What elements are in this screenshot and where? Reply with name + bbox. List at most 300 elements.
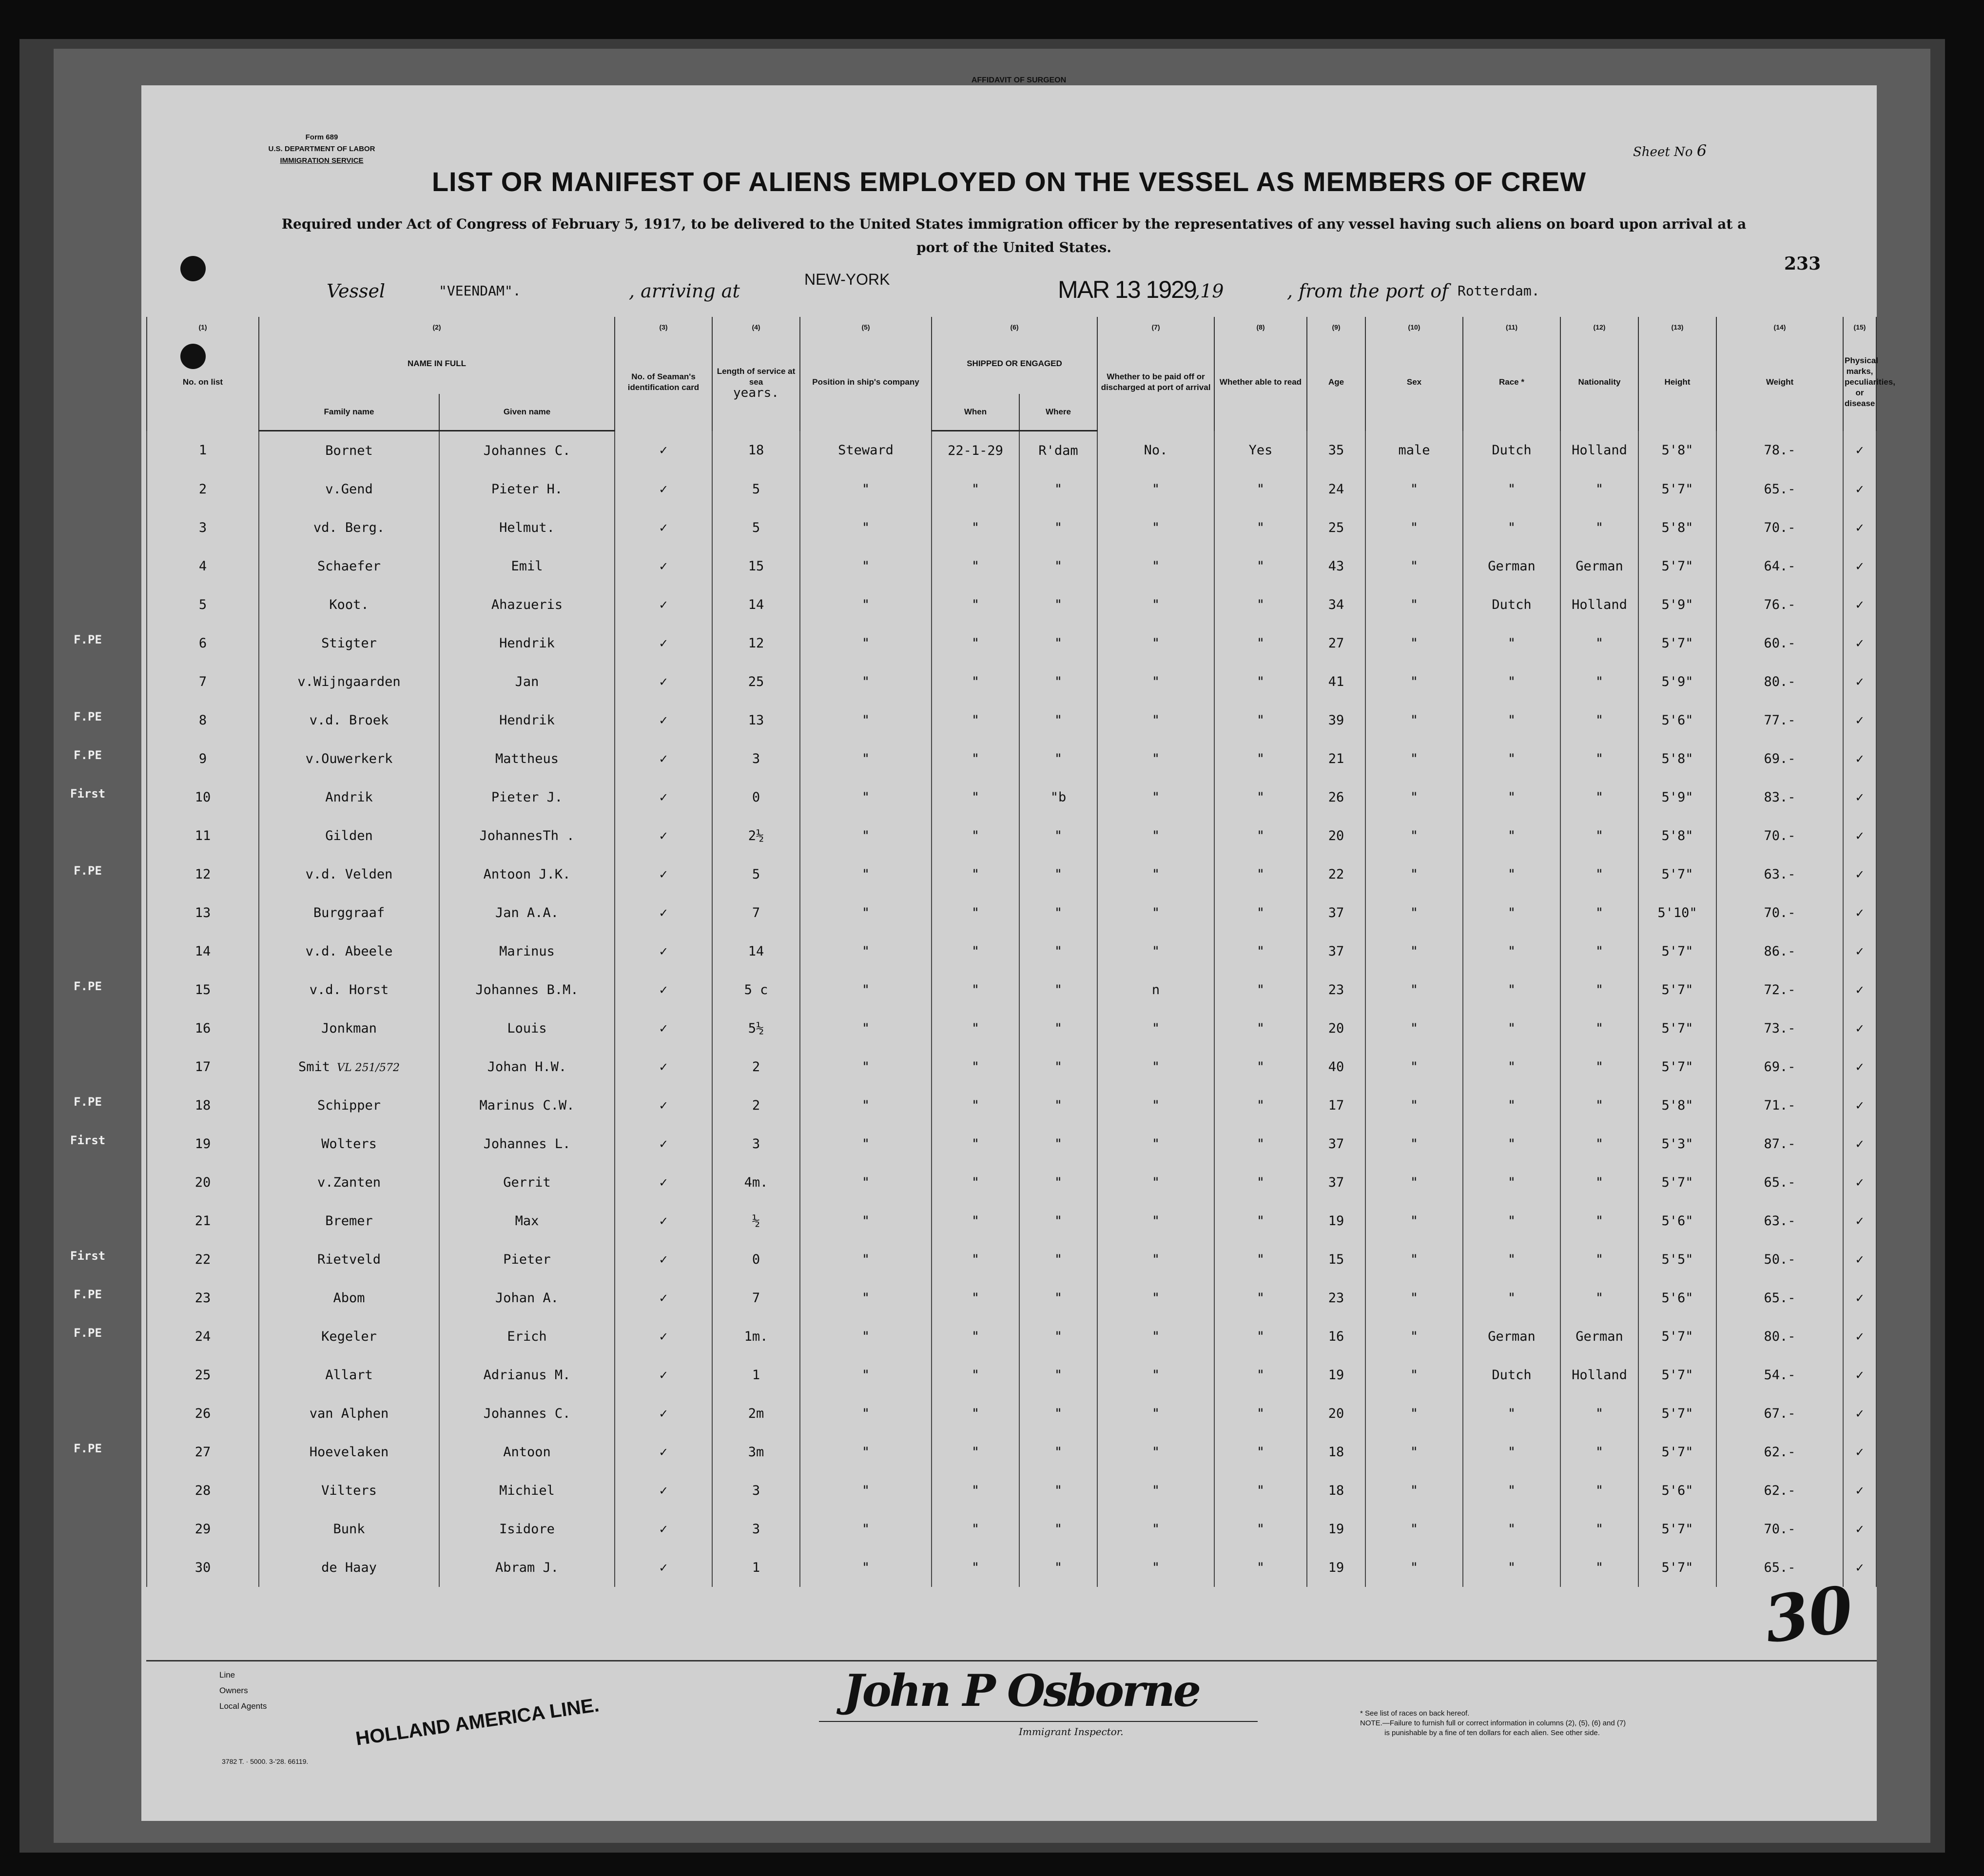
weight: 80.-	[1716, 1317, 1843, 1356]
table-row	[147, 1356, 1876, 1394]
paid-off: "	[1097, 470, 1214, 508]
age: 37	[1307, 932, 1365, 971]
race: "	[1463, 1240, 1560, 1279]
ship-position: "	[800, 586, 932, 624]
family-name: Schaefer	[259, 547, 439, 586]
given-name: Gerrit	[439, 1163, 615, 1202]
col-num: (4)	[712, 317, 800, 333]
engaged-where: "	[1019, 740, 1097, 778]
age: 25	[1307, 508, 1365, 547]
engaged-where: "	[1019, 932, 1097, 971]
height: 5'7"	[1638, 1317, 1716, 1356]
weight: 65.-	[1716, 1279, 1843, 1317]
age: 19	[1307, 1510, 1365, 1548]
family-name: Vilters	[259, 1471, 439, 1510]
able-to-read: "	[1214, 1279, 1307, 1317]
seaman-card-check: ✓	[615, 855, 712, 894]
physical-check: ✓	[1843, 663, 1876, 701]
sex: "	[1365, 1471, 1463, 1510]
note-fine-cont: is punishable by a fine of ten dollars for each alien. See other side.	[1384, 1729, 1600, 1737]
age: 19	[1307, 1202, 1365, 1240]
height: 5'10"	[1638, 894, 1716, 932]
engaged-when: "	[932, 1009, 1019, 1048]
col-paid-off: Whether to be paid off or discharged at port of arrival	[1097, 333, 1214, 431]
able-to-read: "	[1214, 1086, 1307, 1125]
age: 26	[1307, 778, 1365, 817]
age: 37	[1307, 1163, 1365, 1202]
table-row	[147, 1086, 1876, 1125]
able-to-read: "	[1214, 817, 1307, 855]
table-row	[147, 1240, 1876, 1279]
able-to-read: "	[1214, 971, 1307, 1009]
engaged-where: "	[1019, 1086, 1097, 1125]
engaged-when: "	[932, 508, 1019, 547]
service-years: 0	[712, 1240, 800, 1279]
able-to-read: "	[1214, 894, 1307, 932]
nationality: "	[1560, 817, 1638, 855]
nationality: "	[1560, 1240, 1638, 1279]
race: "	[1463, 1163, 1560, 1202]
ship-position: "	[800, 855, 932, 894]
engaged-where: "	[1019, 1317, 1097, 1356]
service-years: 4m.	[712, 1163, 800, 1202]
age: 16	[1307, 1317, 1365, 1356]
engaged-when: "	[932, 1048, 1019, 1086]
col-no-on-list: No. on list	[147, 333, 259, 431]
weight: 65.-	[1716, 1548, 1843, 1587]
physical-check: ✓	[1843, 1548, 1876, 1587]
height: 5'8"	[1638, 508, 1716, 547]
seaman-card-check: ✓	[615, 1433, 712, 1471]
service-years: 3	[712, 740, 800, 778]
sex: "	[1365, 1202, 1463, 1240]
row-number: 27	[147, 1433, 259, 1471]
physical-check: ✓	[1843, 1471, 1876, 1510]
seaman-card-check: ✓	[615, 1471, 712, 1510]
sex: "	[1365, 1394, 1463, 1433]
form-block	[229, 132, 414, 167]
ship-position: "	[800, 508, 932, 547]
family-name: Wolters	[259, 1125, 439, 1163]
engaged-when: "	[932, 1317, 1019, 1356]
weight: 87.-	[1716, 1125, 1843, 1163]
paid-off: "	[1097, 1240, 1214, 1279]
footer-agents: Local Agents	[219, 1701, 267, 1711]
date-stamp: MAR 13 1929	[1058, 276, 1196, 303]
paid-off: No.	[1097, 431, 1214, 470]
able-to-read: "	[1214, 1240, 1307, 1279]
col-given-name: Given name	[439, 394, 615, 431]
ship-position: "	[800, 1548, 932, 1587]
weight: 77.-	[1716, 701, 1843, 740]
row-number: 30	[147, 1548, 259, 1587]
ship-position: "	[800, 894, 932, 932]
engaged-when: "	[932, 1510, 1019, 1548]
able-to-read: "	[1214, 1125, 1307, 1163]
family-name: Koot.	[259, 586, 439, 624]
seaman-card-check: ✓	[615, 470, 712, 508]
physical-check: ✓	[1843, 1009, 1876, 1048]
ship-position: "	[800, 817, 932, 855]
age: 27	[1307, 624, 1365, 663]
height: 5'8"	[1638, 817, 1716, 855]
race: "	[1463, 624, 1560, 663]
sex: "	[1365, 547, 1463, 586]
given-name: Johannes B.M.	[439, 971, 615, 1009]
weight: 67.-	[1716, 1394, 1843, 1433]
nationality: "	[1560, 1471, 1638, 1510]
seaman-card-check: ✓	[615, 1279, 712, 1317]
height: 5'9"	[1638, 663, 1716, 701]
given-name: Johannes C.	[439, 1394, 615, 1433]
given-name: Adrianus M.	[439, 1356, 615, 1394]
engaged-where: "	[1019, 1510, 1097, 1548]
engaged-when: "	[932, 624, 1019, 663]
given-name: Jan A.A.	[439, 894, 615, 932]
seaman-card-check: ✓	[615, 1510, 712, 1548]
print-code: 3782 T. · 5000. 3-'28. 66119.	[222, 1758, 309, 1765]
signature-line	[819, 1721, 1258, 1722]
weight: 70.-	[1716, 894, 1843, 932]
seaman-card-check: ✓	[615, 1009, 712, 1048]
ship-position: "	[800, 1279, 932, 1317]
given-name: JohannesTh .	[439, 817, 615, 855]
sex: "	[1365, 624, 1463, 663]
height: 5'6"	[1638, 1279, 1716, 1317]
nationality: "	[1560, 1394, 1638, 1433]
sex: "	[1365, 740, 1463, 778]
sheet-value: 6	[1696, 141, 1707, 160]
engaged-when: "	[932, 1548, 1019, 1587]
footer-owners: Owners	[219, 1686, 248, 1695]
race: "	[1463, 778, 1560, 817]
able-to-read: "	[1214, 1433, 1307, 1471]
weight: 69.-	[1716, 1048, 1843, 1086]
service-years: 7	[712, 894, 800, 932]
sex: "	[1365, 932, 1463, 971]
engaged-when: "	[932, 1240, 1019, 1279]
age: 20	[1307, 817, 1365, 855]
col-num: (10)	[1365, 317, 1463, 333]
engaged-where: "	[1019, 817, 1097, 855]
seaman-card-check: ✓	[615, 663, 712, 701]
paid-off: "	[1097, 778, 1214, 817]
age: 43	[1307, 547, 1365, 586]
weight: 62.-	[1716, 1471, 1843, 1510]
physical-check: ✓	[1843, 586, 1876, 624]
given-name: Marinus	[439, 932, 615, 971]
height: 5'7"	[1638, 470, 1716, 508]
seaman-card-check: ✓	[615, 547, 712, 586]
subtitle-line1: Required under Act of Congress of February 5, 1917, to be delivered to the United States immigration officer by the representatives of any vessel having such aliens on board upon arrival at a	[281, 216, 1747, 232]
service-years: 1	[712, 1356, 800, 1394]
col-num: (5)	[800, 317, 932, 333]
affidavit-header: AFFIDAVIT OF SURGEON	[971, 76, 1067, 84]
crew-table	[146, 317, 1895, 1587]
weight: 64.-	[1716, 547, 1843, 586]
paid-off: "	[1097, 701, 1214, 740]
ship-position: "	[800, 971, 932, 1009]
service-years: 14	[712, 586, 800, 624]
nationality: "	[1560, 1048, 1638, 1086]
engaged-where: "	[1019, 1433, 1097, 1471]
seaman-card-check: ✓	[615, 1163, 712, 1202]
able-to-read: "	[1214, 470, 1307, 508]
sex: male	[1365, 431, 1463, 470]
height: 5'7"	[1638, 932, 1716, 971]
given-name: Antoon	[439, 1433, 615, 1471]
col-sex: Sex	[1365, 333, 1463, 431]
engaged-when: "	[932, 894, 1019, 932]
age: 21	[1307, 740, 1365, 778]
service-years: 2	[712, 1048, 800, 1086]
engaged-when: "	[932, 855, 1019, 894]
height: 5'7"	[1638, 1548, 1716, 1587]
able-to-read: "	[1214, 586, 1307, 624]
form-department: U.S. DEPARTMENT OF LABOR	[268, 145, 375, 153]
service-years: ½	[712, 1202, 800, 1240]
able-to-read: "	[1214, 624, 1307, 663]
row-number: 24	[147, 1317, 259, 1356]
physical-check: ✓	[1843, 431, 1876, 470]
physical-check: ✓	[1843, 1510, 1876, 1548]
height: 5'9"	[1638, 778, 1716, 817]
weight: 72.-	[1716, 971, 1843, 1009]
engaged-where: "	[1019, 663, 1097, 701]
family-name: v.d. Broek	[259, 701, 439, 740]
nationality: "	[1560, 1510, 1638, 1548]
row-number: 1	[147, 431, 259, 470]
race: Dutch	[1463, 1356, 1560, 1394]
col-num: (9)	[1307, 317, 1365, 333]
able-to-read: "	[1214, 547, 1307, 586]
vessel-label: Vessel	[327, 280, 386, 302]
engaged-when: "	[932, 663, 1019, 701]
col-num: (15)	[1843, 317, 1876, 333]
ship-position: "	[800, 1048, 932, 1086]
given-name: Marinus C.W.	[439, 1086, 615, 1125]
nationality: "	[1560, 932, 1638, 971]
margin-annotation: F.PE	[74, 1095, 102, 1109]
col-nationality: Nationality	[1560, 333, 1638, 431]
seaman-card-check: ✓	[615, 1317, 712, 1356]
engaged-where: "	[1019, 1125, 1097, 1163]
seaman-card-check: ✓	[615, 817, 712, 855]
row-number: 14	[147, 932, 259, 971]
weight: 65.-	[1716, 1163, 1843, 1202]
physical-check: ✓	[1843, 1202, 1876, 1240]
ship-position: "	[800, 1471, 932, 1510]
arriving-port: NEW-YORK	[804, 271, 890, 288]
service-years: 0	[712, 778, 800, 817]
family-name: Stigter	[259, 624, 439, 663]
footer-line: Line	[219, 1670, 235, 1680]
col-family-name: Family name	[259, 394, 439, 431]
col-num: (14)	[1716, 317, 1843, 333]
given-name: Johan H.W.	[439, 1048, 615, 1086]
col-name-in-full: NAME IN FULL	[259, 333, 615, 394]
given-name: Pieter	[439, 1240, 615, 1279]
height: 5'8"	[1638, 1086, 1716, 1125]
table-row	[147, 894, 1876, 932]
weight: 63.-	[1716, 855, 1843, 894]
race: Dutch	[1463, 431, 1560, 470]
row-number: 12	[147, 855, 259, 894]
engaged-where: "	[1019, 508, 1097, 547]
engaged-when: "	[932, 701, 1019, 740]
weight: 83.-	[1716, 778, 1843, 817]
given-name: Mattheus	[439, 740, 615, 778]
paid-off: "	[1097, 932, 1214, 971]
age: 34	[1307, 586, 1365, 624]
physical-check: ✓	[1843, 1048, 1876, 1086]
seaman-card-check: ✓	[615, 778, 712, 817]
row-number: 10	[147, 778, 259, 817]
seaman-card-check: ✓	[615, 1240, 712, 1279]
engaged-where: "	[1019, 701, 1097, 740]
service-years: 5	[712, 855, 800, 894]
family-name: v.d. Abeele	[259, 932, 439, 971]
row-number: 22	[147, 1240, 259, 1279]
length-unit: years.	[733, 385, 779, 400]
table-row	[147, 1548, 1876, 1587]
table-row	[147, 817, 1876, 855]
paid-off: "	[1097, 817, 1214, 855]
footer-left	[219, 1667, 267, 1714]
col-able-read: Whether able to read	[1214, 333, 1307, 431]
family-name: Gilden	[259, 817, 439, 855]
given-name: Johannes C.	[439, 431, 615, 470]
from-port: Rotterdam.	[1458, 283, 1540, 299]
row-number: 4	[147, 547, 259, 586]
family-name: v.Ouwerkerk	[259, 740, 439, 778]
able-to-read: "	[1214, 1202, 1307, 1240]
race: "	[1463, 1086, 1560, 1125]
table-row	[147, 932, 1876, 971]
weight: 76.-	[1716, 586, 1843, 624]
engaged-when: "	[932, 1433, 1019, 1471]
col-race: Race *	[1463, 333, 1560, 431]
seaman-card-check: ✓	[615, 894, 712, 932]
able-to-read: "	[1214, 855, 1307, 894]
table-row	[147, 547, 1876, 586]
service-years: 2½	[712, 817, 800, 855]
footer-notes	[1360, 1709, 1626, 1738]
margin-annotation: F.PE	[74, 1326, 102, 1340]
margin-annotation: F.PE	[74, 864, 102, 878]
family-name: v.Zanten	[259, 1163, 439, 1202]
service-years: 5½	[712, 1009, 800, 1048]
service-years: 3	[712, 1510, 800, 1548]
sheet-label: Sheet No	[1633, 145, 1693, 159]
engaged-when: "	[932, 1471, 1019, 1510]
physical-check: ✓	[1843, 1240, 1876, 1279]
engaged-when: "	[932, 1086, 1019, 1125]
table-row	[147, 1394, 1876, 1433]
service-years: 7	[712, 1279, 800, 1317]
given-name: Emil	[439, 547, 615, 586]
table-row	[147, 624, 1876, 663]
sex: "	[1365, 1356, 1463, 1394]
ship-position: "	[800, 1125, 932, 1163]
col-num: (1)	[147, 317, 259, 333]
nationality: "	[1560, 1086, 1638, 1125]
seaman-card-check: ✓	[615, 586, 712, 624]
given-name: Michiel	[439, 1471, 615, 1510]
nationality: "	[1560, 701, 1638, 740]
sex: "	[1365, 817, 1463, 855]
service-years: 3	[712, 1125, 800, 1163]
paid-off: "	[1097, 1317, 1214, 1356]
service-years: 1	[712, 1548, 800, 1587]
nationality: "	[1560, 1202, 1638, 1240]
paid-off: "	[1097, 1086, 1214, 1125]
engaged-when: "	[932, 1356, 1019, 1394]
family-name: van Alphen	[259, 1394, 439, 1433]
weight: 73.-	[1716, 1009, 1843, 1048]
paid-off: "	[1097, 1009, 1214, 1048]
given-name: Johan A.	[439, 1279, 615, 1317]
race: "	[1463, 932, 1560, 971]
able-to-read: "	[1214, 932, 1307, 971]
engaged-when: "	[932, 1394, 1019, 1433]
age: 19	[1307, 1548, 1365, 1587]
given-name: Louis	[439, 1009, 615, 1048]
family-name: v.Gend	[259, 470, 439, 508]
able-to-read: "	[1214, 1394, 1307, 1433]
service-years: 15	[712, 547, 800, 586]
engaged-when: "	[932, 740, 1019, 778]
family-name: de Haay	[259, 1548, 439, 1587]
nationality: "	[1560, 855, 1638, 894]
margin-annotation: First	[70, 1133, 106, 1147]
paid-off: "	[1097, 1510, 1214, 1548]
row-number: 2	[147, 470, 259, 508]
ship-position: "	[800, 470, 932, 508]
family-name: Bremer	[259, 1202, 439, 1240]
height: 5'7"	[1638, 1009, 1716, 1048]
able-to-read: "	[1214, 740, 1307, 778]
ship-position: Steward	[800, 431, 932, 470]
engaged-when: "	[932, 932, 1019, 971]
ship-position: "	[800, 1394, 932, 1433]
table-row	[147, 586, 1876, 624]
row-number: 26	[147, 1394, 259, 1433]
punch-hole	[180, 256, 206, 281]
sex: "	[1365, 586, 1463, 624]
engaged-when: 22-1-29	[932, 431, 1019, 470]
engaged-where: "b	[1019, 778, 1097, 817]
sex: "	[1365, 1009, 1463, 1048]
ship-position: "	[800, 1163, 932, 1202]
engaged-where: "	[1019, 1356, 1097, 1394]
seaman-card-check: ✓	[615, 1356, 712, 1394]
engaged-where: "	[1019, 1048, 1097, 1086]
service-years: 14	[712, 932, 800, 971]
family-name: Kegeler	[259, 1317, 439, 1356]
manifest-page	[70, 76, 1895, 1821]
seaman-card-check: ✓	[615, 1048, 712, 1086]
form-service: IMMIGRATION SERVICE	[280, 156, 364, 165]
paid-off: "	[1097, 1048, 1214, 1086]
race: "	[1463, 1510, 1560, 1548]
family-name: v.d. Velden	[259, 855, 439, 894]
race: "	[1463, 740, 1560, 778]
table-row	[147, 971, 1876, 1009]
ship-position: "	[800, 701, 932, 740]
margin-annotation: F.PE	[74, 710, 102, 723]
engaged-where: "	[1019, 1471, 1097, 1510]
